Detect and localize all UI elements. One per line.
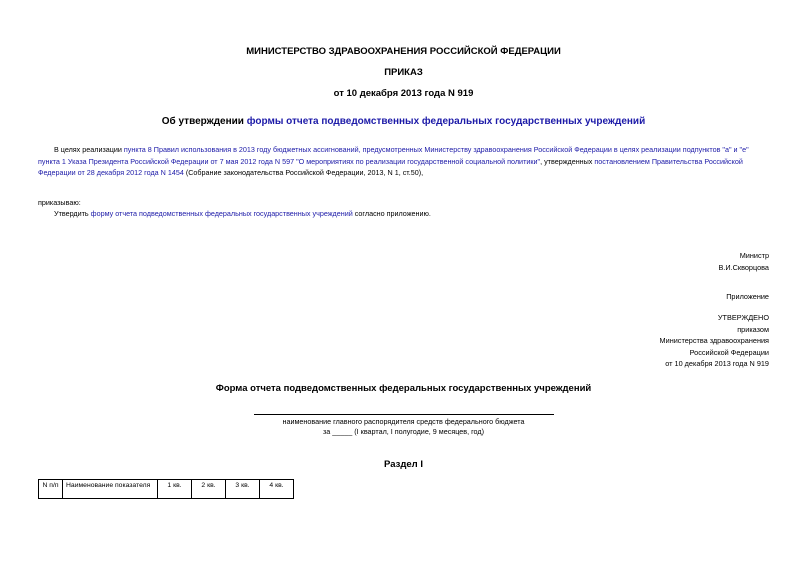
form-title: Форма отчета подведомственных федеральных государственных учреждений [215,383,592,394]
order-lead: приказываю: [38,198,81,207]
form-caption-1: наименование главного распорядителя средств федерального бюджета [282,417,525,426]
approval-block [660,312,769,370]
order-form-link[interactable]: форму отчета подведомственных федеральных государственных учреждений [90,209,353,218]
appendix-label: Приложение [726,292,769,301]
title-prefix: Об утверждении [161,116,247,127]
table-header-cell: 1 кв. [158,480,192,499]
preamble-text-1: В целях реализации [54,145,124,154]
preamble-link-resolution[interactable]: постановлением Правительства Российской Федерации от 28 декабря 2012 года N 1454 [38,156,743,178]
doc-type-heading: ПРИКАЗ [384,67,423,78]
form-caption-2: за _____ (I квартал, I полугодие, 9 месяцев, год) [323,427,484,436]
preamble-link-point-8[interactable]: пункта 8 [123,145,152,154]
table-header-cell: 2 кв. [192,480,226,499]
table-header-row [39,480,294,499]
fill-in-line [254,414,554,415]
preamble-text-4: (Собрание законодательства Российской Федерации, 2013, N 1, ст.50), [183,168,424,178]
preamble-link-rules[interactable]: Правил использования в 2013 году бюджетных ассигнований, предусмотренных Министерству здравоохранения Российской Федерации в целях реализации подпунктов "а" и "е" пункта 1 Указа Президента Российской Федерации от 7 мая 2012 года N 597 "О мероприятиях по реализации государственной социальной политики" [38,145,749,166]
preamble-paragraph [38,144,769,179]
approved-ministry-1: Министерства здравоохранения [659,336,769,345]
order-text-1: Утвердить [54,209,91,218]
approved-date-number: от 10 декабря 2013 года N 919 [665,359,769,368]
ministry-heading: МИНИСТЕРСТВО ЗДРАВООХРАНЕНИЯ РОССИЙСКОЙ ФЕДЕРАЦИИ [246,46,561,57]
approved-by-order: приказом [737,324,769,334]
signature-name: В.И.Скворцова [718,262,769,272]
section-table [38,479,294,499]
doc-date-number: от 10 декабря 2013 года N 919 [333,88,474,99]
title-link[interactable]: формы отчета подведомственных федеральных государственных учреждений [246,116,646,127]
order-text-2: согласно приложению. [352,209,431,218]
table-header-cell: Наименование показателя [63,480,158,499]
approved-ministry-2: Российской Федерации [689,347,769,357]
table-header-cell: N п/п [39,480,63,499]
approved-label: УТВЕРЖДЕНО [717,313,769,322]
order-text [54,208,431,220]
table-header-cell: 3 кв. [226,480,260,499]
table-header-cell: 4 кв. [260,480,294,499]
signature-block [718,250,769,273]
section-heading: Раздел I [384,459,423,470]
signature-position: Министр [739,251,769,260]
preamble-text-3: , утвержденных [540,156,595,166]
document-title [0,116,807,127]
